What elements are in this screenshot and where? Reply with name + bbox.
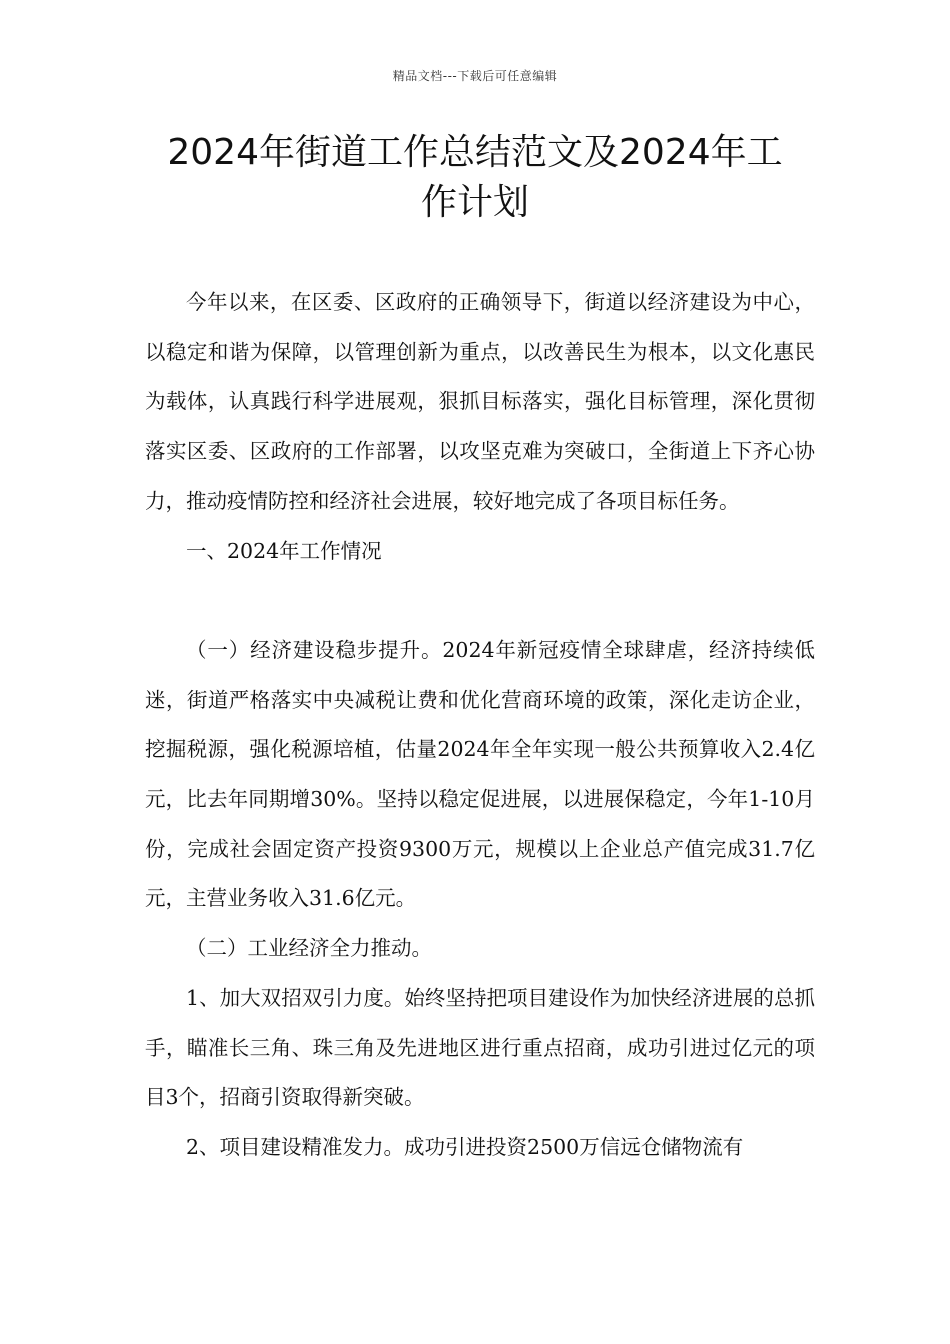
title-line-2: 作计划: [420, 182, 529, 223]
subsection-heading-industry: （二）工业经济全力推动。: [186, 936, 432, 961]
section-heading-1: 一、2024年工作情况: [186, 538, 382, 563]
document-body: [145, 278, 815, 1173]
paragraph-intro: 今年以来，在区委、区政府的正确领导下，街道以经济建设为中心，以稳定和谐为保障，以管理创新为重点，以改善民生为根本，以文化惠民为载体，认真践行科学进展观，狠抓目标落实，强化目标管理，深化贯彻落实区委、区政府的工作部署，以攻坚克难为突破口，全街道上下齐心协力，推动疫情防控和经济社会进展，较好地完成了各项目标任务。: [145, 290, 815, 513]
paragraph-item-2: 2、项目建设精准发力。成功引进投资2500万信远仓储物流有: [186, 1134, 744, 1159]
title-line-1: 2024年街道工作总结范文及2024年工: [167, 132, 783, 173]
header-note: 精品文档---下载后可任意编辑: [392, 69, 558, 83]
document-title: [120, 128, 830, 228]
paragraph-economy: （一）经济建设稳步提升。2024年新冠疫情全球肆虐，经济持续低迷，街道严格落实中央减税让费和优化营商环境的政策，深化走访企业，挖掘税源，强化税源培植，估量2024年全年实现一般公共预算收入2.4亿元，比去年同期增30%。坚持以稳定促进展，以进展保稳定，今年1-10月份，完成社会固定资产投资9300万元，规模以上企业总产值完成31.7亿元，主营业务收入31.6亿元。: [145, 637, 815, 911]
paragraph-item-1: 1、加大双招双引力度。始终坚持把项目建设作为加快经济进展的总抓手，瞄准长三角、珠三角及先进地区进行重点招商，成功引进过亿元的项目3个，招商引资取得新突破。: [145, 985, 815, 1110]
